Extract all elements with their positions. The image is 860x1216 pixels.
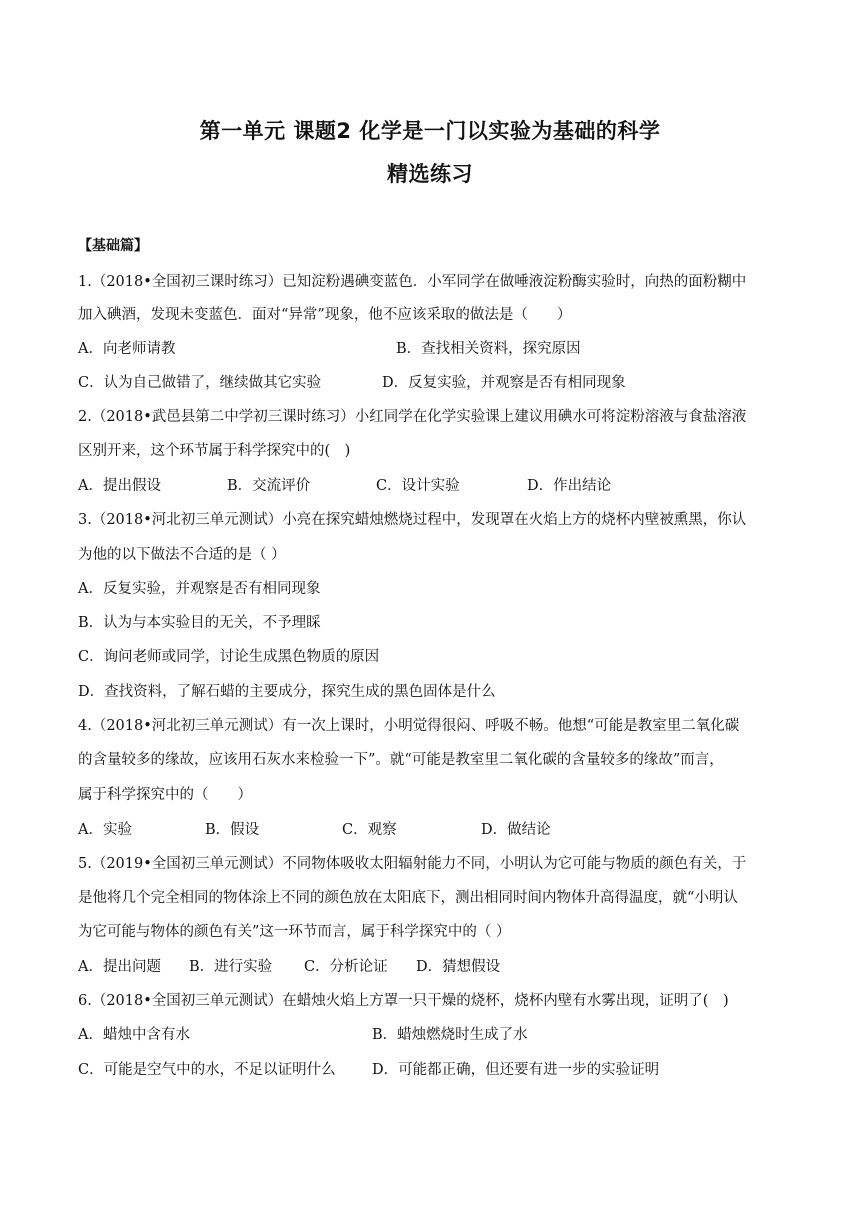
question-6-option-a: A．蜡烛中含有水 bbox=[78, 1027, 190, 1043]
question-4-line-3: 属于科学探究中的（ ） bbox=[78, 787, 252, 803]
question-5-option-c: C．分析论证 bbox=[304, 959, 388, 975]
question-1-option-c: C．认为自己做错了，继续做其它实验 bbox=[78, 375, 322, 391]
question-2-line-1: 2.（2018•武邑县第二中学初三课时练习）小红同学在化学实验课上建议用碘水可将淀粉溶液与食盐溶液 bbox=[78, 409, 747, 425]
question-5-line-1: 5.（2019•全国初三单元测试）不同物体吸收太阳辐射能力不同，小明认为它可能与物质的颜色有关，于 bbox=[78, 856, 747, 872]
question-4-option-a: A．实验 bbox=[78, 822, 132, 838]
page-subtitle: 精选练习 bbox=[387, 162, 473, 186]
question-6-line-1: 6.（2018•全国初三单元测试）在蜡烛火焰上方罩一只干燥的烧杯，烧杯内壁有水雾出现，证明了( ) bbox=[78, 993, 729, 1009]
question-5-line-3: 为它可能与物体的颜色有关”这一环节而言，属于科学探究中的（ ） bbox=[78, 924, 511, 940]
question-2-option-c: C．设计实验 bbox=[376, 478, 460, 494]
question-1-line-1: 1.（2018•全国初三课时练习）已知淀粉遇碘变蓝色．小军同学在做唾液淀粉酶实验时，向热的面粉糊中 bbox=[78, 274, 747, 290]
question-4-line-2: 的含量较多的缘故，应该用石灰水来检验一下”。就“可能是教室里二氧化碳的含量较多的缘故”而言， bbox=[78, 752, 724, 768]
question-5-option-b: B．进行实验 bbox=[189, 959, 273, 975]
question-1-option-d: D．反复实验，并观察是否有相同现象 bbox=[382, 375, 626, 391]
question-2-option-d: D．作出结论 bbox=[527, 478, 612, 494]
question-4-line-1: 4.（2018•河北初三单元测试）有一次上课时，小明觉得很闷、呼吸不畅。他想“可能是教室里二氧化碳 bbox=[78, 718, 740, 734]
question-1-option-a: A．向老师请教 bbox=[78, 341, 176, 357]
question-2-option-b: B．交流评价 bbox=[227, 478, 311, 494]
question-6-option-b: B．蜡烛燃烧时生成了水 bbox=[372, 1027, 528, 1043]
question-2-line-2: 区别开来，这个环节属于科学探究中的( ) bbox=[78, 443, 351, 459]
question-5-line-2: 是他将几个完全相同的物体涂上不同的颜色放在太阳底下，测出相同时间内物体升高得温度，就“小明认 bbox=[78, 890, 738, 906]
question-4-option-c: C．观察 bbox=[342, 822, 397, 838]
question-1-option-b: B．查找相关资料，探究原因 bbox=[396, 341, 581, 357]
question-3-option-d: D．查找资料，了解石蜡的主要成分，探究生成的黑色固体是什么 bbox=[78, 684, 496, 700]
question-3-option-a: A．反复实验，并观察是否有相同现象 bbox=[78, 581, 321, 597]
question-6-option-d: D．可能都正确，但还要有进一步的实验证明 bbox=[372, 1062, 660, 1078]
question-2-option-a: A．提出假设 bbox=[78, 478, 161, 494]
question-5-option-a: A．提出问题 bbox=[78, 959, 161, 975]
question-3-line-1: 3.（2018•河北初三单元测试）小亮在探究蜡烛燃烧过程中，发现罩在火焰上方的烧杯内壁被熏黑，你认 bbox=[78, 512, 747, 528]
question-6-option-c: C．可能是空气中的水，不足以证明什么 bbox=[78, 1062, 336, 1078]
question-4-option-d: D．做结论 bbox=[481, 822, 551, 838]
question-5-option-d: D．猜想假设 bbox=[416, 959, 501, 975]
question-4-option-b: B．假设 bbox=[205, 822, 260, 838]
question-3-option-b: B．认为与本实验目的无关，不予理睬 bbox=[78, 615, 321, 631]
question-3-option-c: C．询问老师或同学，讨论生成黑色物质的原因 bbox=[78, 649, 380, 665]
section-heading: 【基础篇】 bbox=[78, 238, 148, 254]
question-3-line-2: 为他的以下做法不合适的是（ ） bbox=[78, 547, 286, 563]
page-title: 第一单元 课题2 化学是一门以实验为基础的科学 bbox=[199, 119, 661, 143]
question-1-line-2: 加入碘酒，发现未变蓝色．面对“异常”现象，他不应该采取的做法是（ ） bbox=[78, 307, 572, 323]
